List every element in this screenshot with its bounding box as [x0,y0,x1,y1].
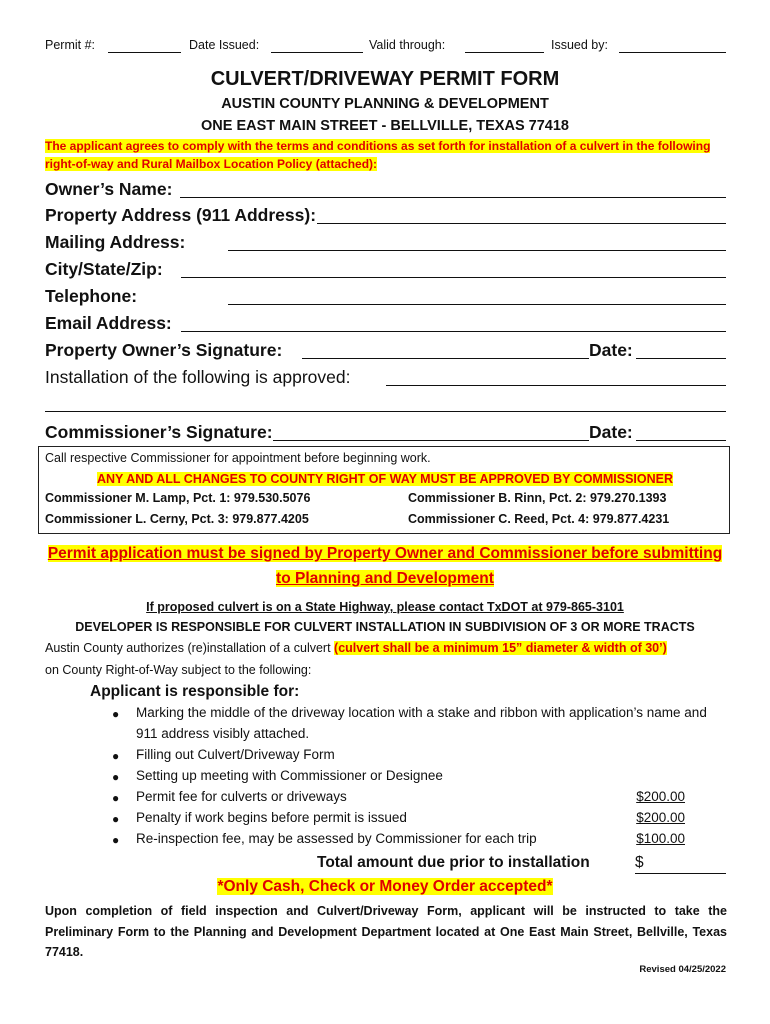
commissioner-pct2: Commissioner B. Rinn, Pct. 2: 979.270.1393 [408,491,667,505]
bullet-icon: ● [112,812,120,826]
bullet-icon: ● [112,707,120,721]
reinspection-fee-amount: $100.00 [636,831,685,846]
installation-label: Installation of the following is approved: [45,367,351,387]
owner-date-label: Date: [589,340,633,360]
culvert-size-highlight: (culvert shall be a minimum 15” diameter & width of 30’) [334,641,667,655]
authorizes-line2: on County Right-of-Way subject to the following: [45,663,312,677]
total-currency: $ [635,854,644,871]
property-address-field[interactable] [317,223,726,224]
owner-signature-field[interactable] [302,358,589,359]
revision-date: Revised 04/25/2022 [639,964,726,975]
bullet-icon: ● [112,791,120,805]
agreement-text: The applicant agrees to comply with the terms and conditions as set forth for installation of a culvert in the following right-of-way and Rural Mailbox Location Policy (attached): [45,139,711,171]
bullet-icon: ● [112,770,120,784]
org-address: ONE EAST MAIN STREET - BELLVILLE, TEXAS 77418 [201,118,569,134]
commissioner-date-label: Date: [589,422,633,442]
property-address-label: Property Address (911 Address): [45,205,317,225]
permit-fee-amount: $200.00 [636,789,685,804]
developer-notice: DEVELOPER IS RESPONSIBLE FOR CULVERT INSTALLATION IN SUBDIVISION OF 3 OR MORE TRACTS [75,620,695,634]
issued-by-label: Issued by: [551,38,608,52]
valid-through-label: Valid through: [369,38,446,52]
responsible-heading: Applicant is responsible for: [90,683,300,700]
list-item: Setting up meeting with Commissioner or Designee [136,768,443,783]
commissioner-signature-label: Commissioner’s Signature: [45,422,273,442]
owner-name-field[interactable] [180,197,726,198]
owner-date-field[interactable] [636,358,726,359]
commissioner-pct3: Commissioner L. Cerny, Pct. 3: 979.877.4205 [45,512,309,526]
list-item-continued: 911 address visibly attached. [136,726,310,741]
valid-through-field[interactable] [465,52,544,53]
email-label: Email Address: [45,313,172,333]
email-field[interactable] [181,331,726,332]
list-item: Re-inspection fee, may be assessed by Commissioner for each trip [136,831,537,846]
penalty-fee-amount: $200.00 [636,810,685,825]
list-item: Penalty if work begins before permit is issued [136,810,407,825]
payment-notice: *Only Cash, Check or Money Order accepted* [217,878,553,895]
mailing-address-label: Mailing Address: [45,232,186,252]
total-amount-field[interactable] [635,873,726,874]
signed-notice-line2: to Planning and Development [276,570,494,587]
list-item: Permit fee for culverts or driveways [136,789,347,804]
issued-by-field[interactable] [619,52,726,53]
permit-number-field[interactable] [108,52,181,53]
total-label: Total amount due prior to installation [317,854,590,871]
telephone-field[interactable] [228,304,726,305]
installation-field-line2[interactable] [45,411,726,412]
city-state-zip-field[interactable] [181,277,726,278]
txdot-notice: If proposed culvert is on a State Highway, please contact TxDOT at 979-865-3101 [146,600,624,614]
list-item: Filling out Culvert/Driveway Form [136,747,335,762]
permit-number-label: Permit #: [45,38,96,52]
commissioner-pct1: Commissioner M. Lamp, Pct. 1: 979.530.5076 [45,491,311,505]
closing-instructions: Upon completion of field inspection and Culvert/Driveway Form, applicant will be instructed to take the Preliminary Form to the Planning and Development Department located at One East Main Street, Bellville, Texas 77418. [45,904,727,959]
telephone-label: Telephone: [45,286,138,306]
list-item: Marking the middle of the driveway location with a stake and ribbon with application’s name and [136,705,707,720]
commissioner-date-field[interactable] [636,440,726,441]
owner-name-label: Owner’s Name: [45,179,173,199]
mailing-address-field[interactable] [228,250,726,251]
commissioner-pct4: Commissioner C. Reed, Pct. 4: 979.877.4231 [408,512,670,526]
signed-notice-line1: Permit application must be signed by Property Owner and Commissioner before submitting [47,545,723,562]
authorizes-line1: Austin County authorizes (re)installation of a culvert (culvert shall be a minimum 15” diameter & width of 30’) [45,641,667,655]
call-commissioner-note: Call respective Commissioner for appointment before beginning work. [45,451,431,465]
form-title: CULVERT/DRIVEWAY PERMIT FORM [210,68,560,90]
commissioner-signature-field[interactable] [273,440,589,441]
bullet-icon: ● [112,749,120,763]
city-state-zip-label: City/State/Zip: [45,259,163,279]
owner-signature-label: Property Owner’s Signature: [45,340,283,360]
row-changes-notice: ANY AND ALL CHANGES TO COUNTY RIGHT OF WAY MUST BE APPROVED BY COMMISSIONER [97,472,673,486]
bullet-icon: ● [112,833,120,847]
org-name: AUSTIN COUNTY PLANNING & DEVELOPMENT [221,96,549,112]
installation-field[interactable] [386,385,726,386]
date-issued-label: Date Issued: [189,38,260,52]
date-issued-field[interactable] [271,52,363,53]
